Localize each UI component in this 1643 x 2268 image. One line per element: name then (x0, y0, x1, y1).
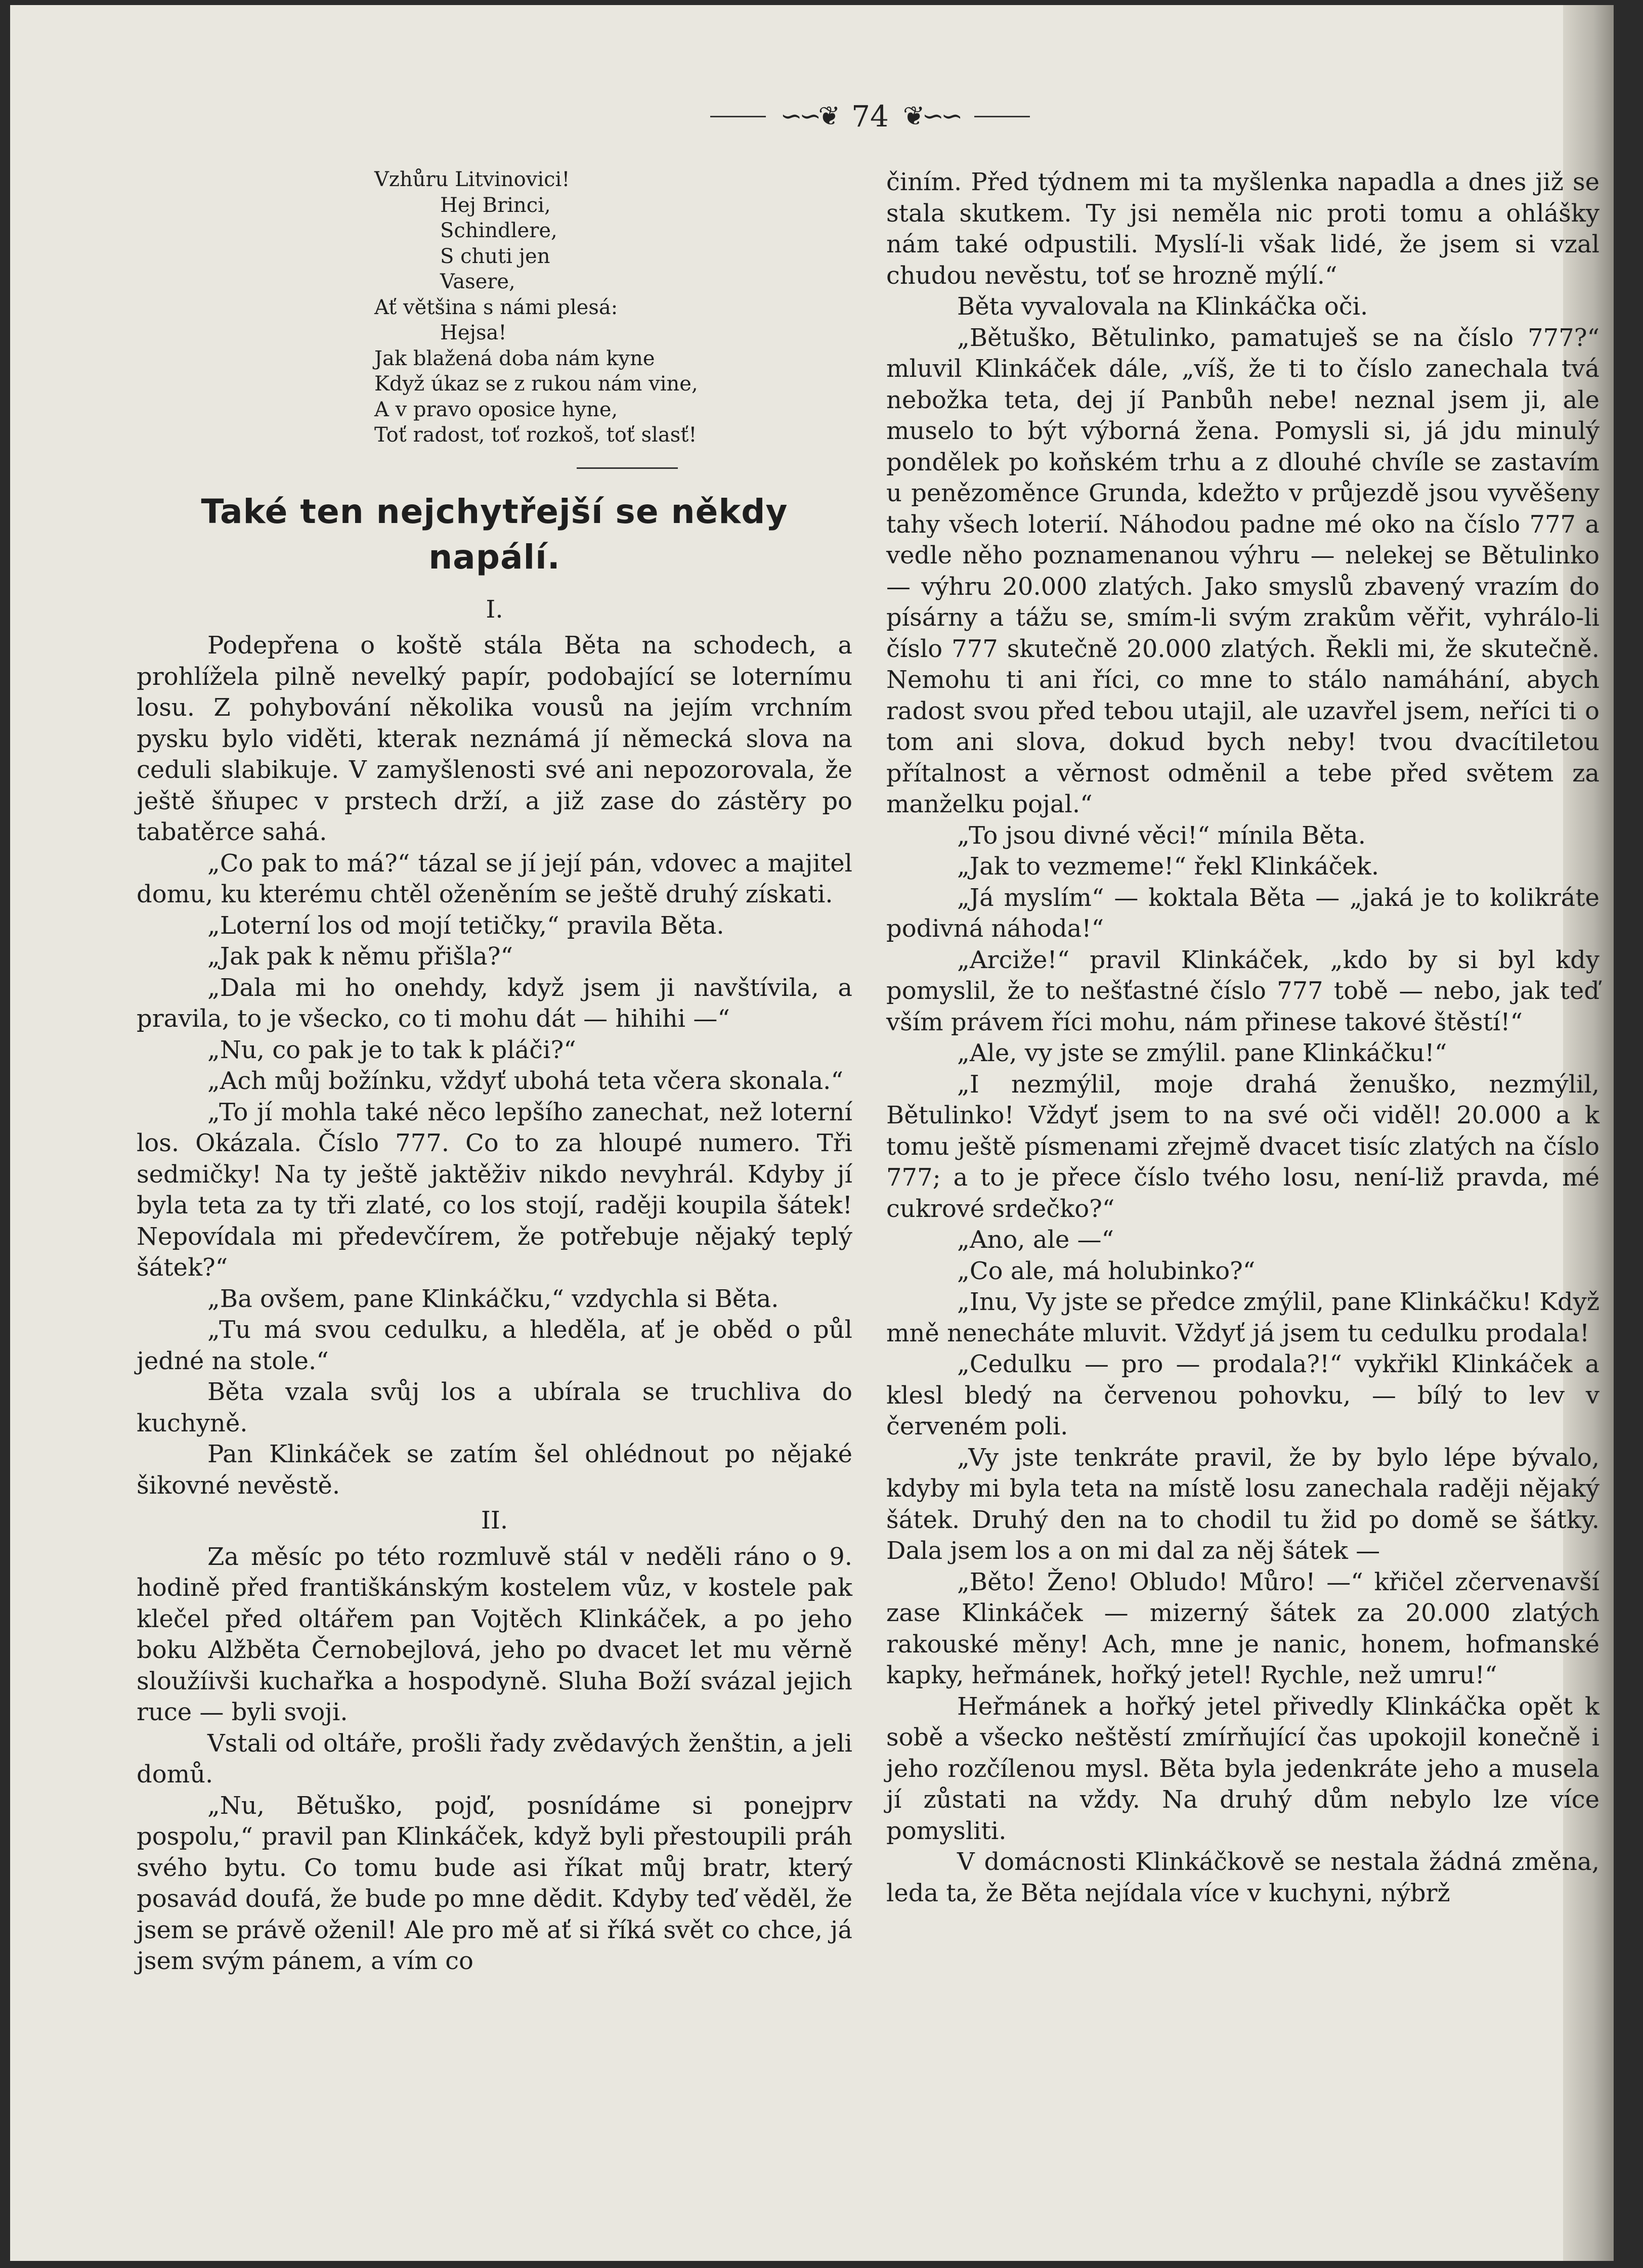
paragraph: V domácnosti Klinkáčkově se nestala žádná změna, leda ta, že Běta nejídala více v kuchyni, nýbrž (886, 1848, 1599, 1907)
poem-line: Schindlere, (440, 219, 557, 242)
poem-line: S chuti jen (440, 244, 550, 268)
paragraph: „Vy jste tenkráte pravil, že by bylo lépe bývalo, kdyby mi byla teta na místě losu zanechala raději nějaký šátek. Druhý den na to chodil tu žid po domě se šátky. Dala jsem los a on mi dal za něj šátek — (886, 1443, 1599, 1565)
story-title: Také ten nejchytřejší se někdy napálí. (201, 492, 788, 577)
paragraph: Heřmánek a hořký jetel přivedly Klinkáčka opět k sobě a všecko neštěstí zmírňující čas upokojil konečně i jeho rozčílenou mysl. Běta byla jedenkráte jeho a musela jí zůstati na vždy. Na druhý dům nebylo lze více pomysliti. (886, 1692, 1599, 1845)
paragraph: „Ano, ale —“ (957, 1226, 1114, 1254)
paragraph: „Já myslím“ — koktala Běta — „jaká je to kolikráte podivná náhoda!“ (886, 883, 1599, 943)
paragraph: „Inu, Vy jste se předce zmýlil, pane Klinkáčku! Když mně nenecháte mluvit. Vždyť já jsem tu cedulku prodala! (886, 1288, 1599, 1347)
paragraph: Za měsíc po této rozmluvě stál v neděli ráno o 9. hodině před františkánským kostelem vůz, v kostele pak klečel před oltářem pan Vojtěch Klinkáček, a po jeho boku Alžběta Černobejlová, jeho po dvacet let mu věrně sloužíivši kuchařka a hospodyně. Sluha Boží svázal jejich ruce — byli svoji. (137, 1542, 852, 1726)
section-heading-1: I. (486, 595, 503, 624)
paragraph: „Jak to vezmeme!“ řekl Klinkáček. (957, 852, 1379, 881)
paragraph: Běta vzala svůj los a ubírala se truchliva do kuchyně. (137, 1378, 852, 1437)
paragraph: „Co pak to má?“ tázal se jí její pán, vdovec a majitel domu, ku kterému chtěl oženěním se ještě druhý získati. (137, 849, 852, 908)
paragraph: „Bětuško, Bětulinko, pamatuješ se na číslo 777?“ mluvil Klinkáček dále, „víš, že ti to číslo zanechala tvá nebožka teta, dej jí Panbůh nebe! neznal jsem ji, ale muselo to být výborná žena. Pomysli si, já jdu minulý pondělek po koňském trhu a z dlouhé chvíle se zastavím u penězoměnce Grunda, kdežto v průjezdě jsou vyvěšeny tahy všech loterií. Náhodou padne mé oko na číslo 777 a vedle něho poznamenanou výhru — nelekej se Bětulinko — výhru 20.000 zlatých. Jako smyslů zbavený vrazím do písárny a tážu se, smím-li svým zrakům věřit, vyhrálo-li číslo 777 skutečně 20.000 zlatých. Řekli mi, že skutečně. Nemohu ti ani říci, co mne to stálo namáhání, abych radost svou před tebou utajil, ale uzavřel jsem, neříci ti o tom ani slova, dokud bych neby! tvou dvacítiletou přítalnost a věrnost odměnil a tebe před světem za manželku pojal.“ (886, 323, 1599, 818)
poem-line: A v pravo oposice hyne, (374, 398, 618, 421)
paragraph: „Nu, Bětuško, pojď, posnídáme si ponejprv pospolu,“ pravil pan Klinkáček, když byli přestoupili práh svého bytu. Co tomu bude asi říkat můj bratr, který posavád doufá, že bude po mne dědit. Kdyby teď věděl, že jsem se právě oženil! Ale pro mě ať si říká svět co chce, já jsem svým pánem, a vím co (137, 1791, 852, 1975)
paragraph: Pan Klinkáček se zatím šel ohlédnout po nějaké šikovné nevěstě. (137, 1440, 852, 1500)
paragraph: „Loterní los od mojí tetičky,“ pravila Běta. (207, 911, 724, 940)
poem-line: Jak blažená doba nám kyne (374, 346, 655, 370)
poem-line: Toť radost, toť rozkoš, toť slasť! (374, 423, 697, 447)
paragraph: „To jsou divné věci!“ mínila Běta. (957, 821, 1366, 850)
poem-line: Vasere, (440, 270, 515, 293)
book-page (10, 5, 1614, 2261)
paragraph: „To jí mohla také něco lepšího zanechat, než loterní los. Okázala. Číslo 777. Co to za hloupé numero. Tři sedmičky! Na ty ještě jaktěživ nikdo nevyhrál. Kdyby jí byla teta za ty tři zlaté, co los stojí, raději koupila šátek! Nepovídala mi předevčírem, že potřebuje nějaký teplý šátek?“ (137, 1098, 852, 1282)
left-column (137, 167, 852, 1977)
ornament-left-icon: ∽∽❦ (780, 101, 838, 132)
poem-line: Vzhůru Litvinovici! (374, 168, 570, 191)
ornament-right-icon: ❦∽∽ (902, 101, 960, 132)
page-number: 74 (851, 99, 889, 134)
poem-line: Když úkaz se z rukou nám vine, (374, 372, 698, 396)
paragraph: „Ach můj božínku, vždyť ubohá teta včera skonala.“ (207, 1067, 843, 1095)
paragraph: „Co ale, má holubinko?“ (957, 1256, 1256, 1285)
right-column (886, 167, 1599, 1909)
section-heading-2: II. (481, 1506, 508, 1535)
paragraph: „Ale, vy jste se zmýlil. pane Klinkáčku!“ (957, 1039, 1447, 1067)
separator-rule (577, 467, 678, 469)
paragraph: „Ba ovšem, pane Klinkáčku,“ vzdychla si Běta. (207, 1284, 779, 1313)
paragraph: „Jak pak k němu přišla?“ (207, 942, 513, 971)
paragraph: Podepřena o koště stála Běta na schodech, a prohlížela pilně nevelký papír, podobající se loternímu losu. Z pohybování několika vousů na jejím vrchním pysku bylo viděti, kterak neznámá jí německá slova na ceduli slabikuje. V zamyšlenosti své ani nepozorovala, že ještě šňupec v prstech drží, a již zase do zástěry po tabatěrce sahá. (137, 631, 852, 846)
poem-line: Hej Brinci, (440, 193, 551, 217)
paragraph: „Nu, co pak je to tak k pláči?“ (207, 1035, 576, 1064)
paragraph: „Arciže!“ pravil Klinkáček, „kdo by si byl kdy pomyslil, že to nešťastné číslo 777 tobě — nebo, jak teď vším právem říci mohu, nám přinese takové štěstí!“ (886, 945, 1599, 1036)
paragraph: „I nezmýlil, moje drahá ženuško, nezmýlil, Bětulinko! Vždyť jsem to na své oči viděl! 20.000 a k tomu ještě písmenami zřejmě dvacet tisíc zlatých na číslo 777; a to je přece číslo tvého losu, není-liž pravda, mé cukrové srdečko?“ (886, 1070, 1599, 1223)
paragraph: „Běto! Ženo! Obludo! Můro! —“ křičel zčervenavší zase Klinkáček — mizerný šátek za 20.000 zlatých rakouské měny! Ach, mne je nanic, honem, hofmanské kapky, heřmánek, hořký jetel! Rychle, než umru!“ (886, 1567, 1599, 1689)
header-rule-right (974, 116, 1030, 117)
paragraph: Vstali od oltáře, prošli řady zvědavých ženštin, a jeli domů. (137, 1729, 852, 1789)
poem-line: Hejsa! (440, 321, 507, 344)
paragraph: „Tu má svou cedulku, a hleděla, ať je oběd o půl jedné na stole.“ (137, 1316, 852, 1375)
paragraph: „Cedulku — pro — prodala?!“ vykřikl Klinkáček a klesl bledý na červenou pohovku, — bílý to lev v červeném poli. (886, 1350, 1599, 1441)
poem (374, 167, 852, 448)
paragraph: „Dala mi ho onehdy, když jsem ji navštívila, a pravila, to je všecko, co ti mohu dát — hihihi —“ (137, 973, 852, 1033)
paragraph: činím. Před týdnem mi ta myšlenka napadla a dnes již se stala skutkem. Ty jsi neměla nic proti tomu a ohlášky nám také odpustili. Myslí-li však lidé, že jsem si vzal chudou nevěstu, toť se hrozně mýlí.“ (886, 168, 1599, 290)
paragraph: Běta vyvalovala na Klinkáčka oči. (957, 292, 1368, 321)
page-header (658, 91, 1083, 142)
header-rule-left (710, 116, 766, 117)
poem-line: Ať většina s námi plesá: (374, 295, 618, 319)
